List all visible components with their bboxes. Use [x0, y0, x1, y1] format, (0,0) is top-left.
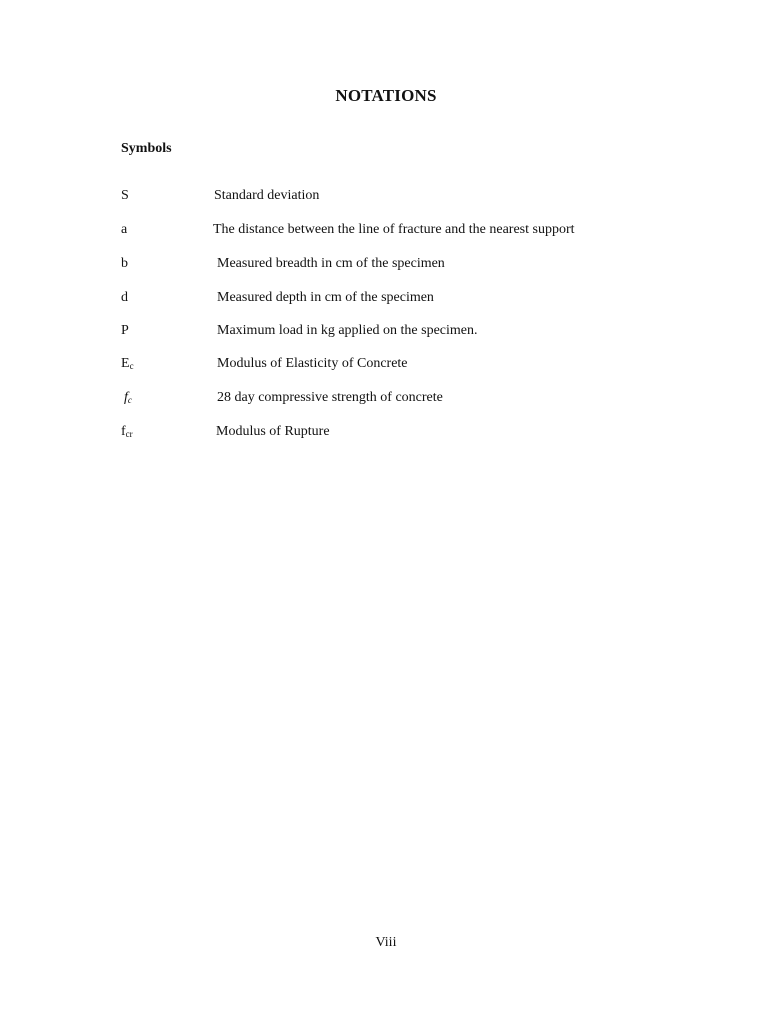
- symbol-subscript: c: [129, 361, 134, 371]
- section-heading: Symbols: [121, 141, 172, 156]
- notation-symbol: d: [121, 290, 128, 305]
- notation-symbol: [121, 424, 133, 440]
- notation-symbol: a: [121, 222, 128, 237]
- notation-symbol: b: [121, 256, 128, 271]
- notation-symbol: S: [121, 188, 129, 203]
- notation-description: Measured breadth in cm of the specimen: [217, 256, 445, 271]
- notation-description: 28 day compressive strength of concrete: [217, 390, 443, 405]
- notation-row: [121, 256, 681, 276]
- notation-description: Measured depth in cm of the specimen: [217, 290, 434, 305]
- notation-row: [121, 188, 681, 208]
- notation-symbol: [124, 390, 132, 406]
- notation-row: [121, 222, 681, 242]
- notation-description: The distance between the line of fracture and the nearest support: [213, 222, 575, 237]
- notation-description: Maximum load in kg applied on the specimen.: [217, 323, 478, 338]
- notation-row: [121, 290, 681, 310]
- notation-description: Modulus of Rupture: [216, 424, 330, 439]
- page-title: NOTATIONS: [335, 86, 437, 105]
- symbol-base: f: [124, 390, 128, 405]
- symbol-subscript: c: [127, 395, 132, 405]
- notation-row: [121, 390, 681, 410]
- notation-description: Modulus of Elasticity of Concrete: [217, 356, 408, 371]
- symbol-base: f: [121, 424, 126, 439]
- notation-row: [121, 356, 681, 376]
- notation-symbol: [121, 356, 134, 372]
- notation-row: [121, 424, 681, 444]
- notation-row: [121, 323, 681, 343]
- symbol-base: E: [121, 356, 130, 371]
- notation-symbol: P: [121, 323, 129, 338]
- notation-description: Standard deviation: [214, 188, 320, 203]
- symbol-subscript: cr: [125, 429, 133, 439]
- page-number: Viii: [375, 935, 397, 950]
